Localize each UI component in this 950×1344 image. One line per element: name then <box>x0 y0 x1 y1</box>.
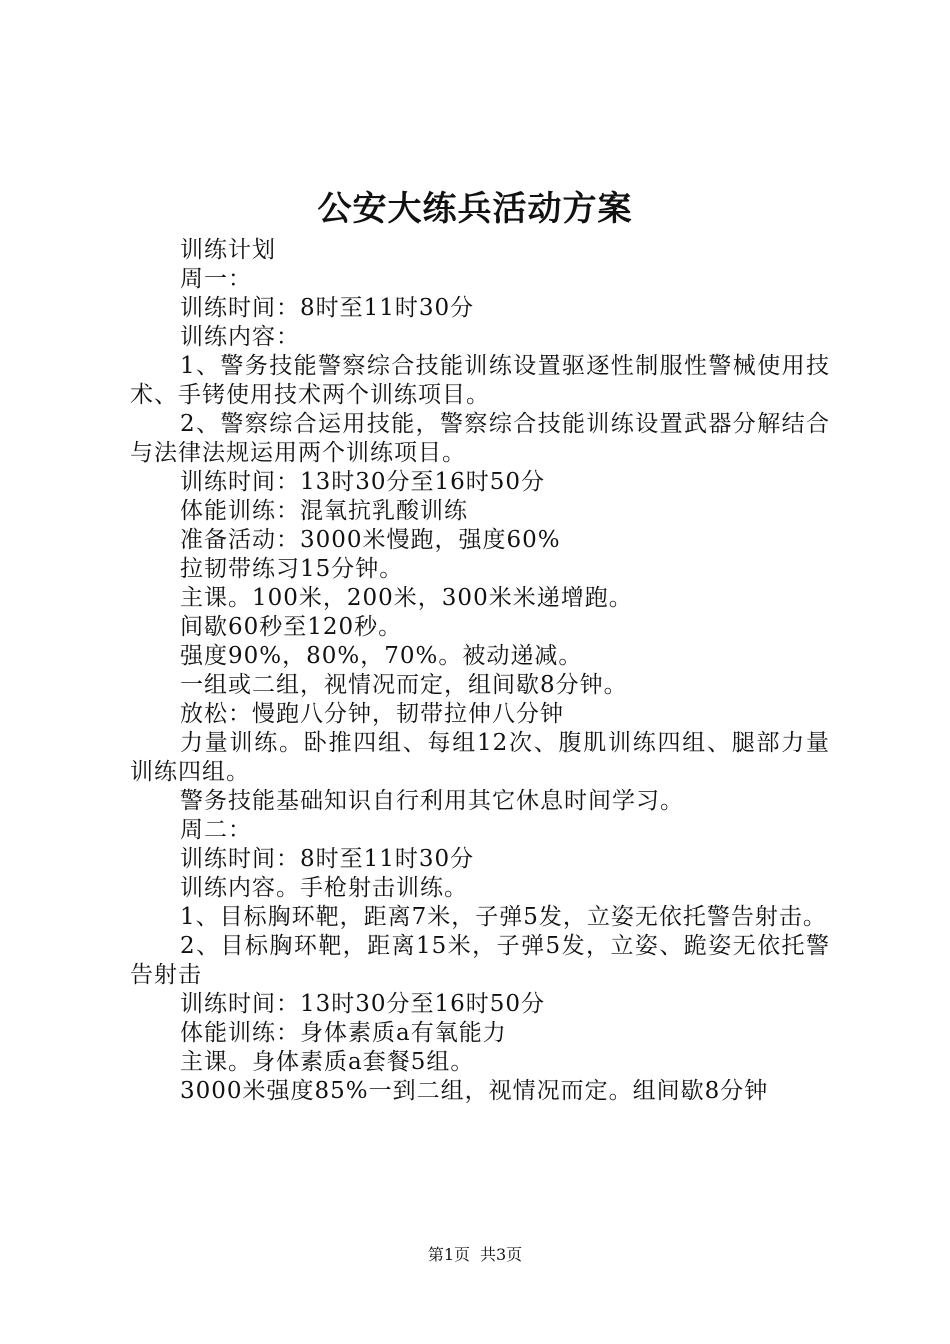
paragraph: 训练时间：8时至11时30分 <box>180 846 475 872</box>
document-title: 公安大练兵活动方案 <box>317 189 633 229</box>
paragraph: 体能训练：混氧抗乳酸训练 <box>180 498 468 524</box>
paragraph: 训练时间：8时至11时30分 <box>180 295 475 321</box>
paragraph: 周二： <box>180 817 252 843</box>
document-body <box>130 236 830 1106</box>
paragraph: 训练内容： <box>180 324 300 350</box>
paragraph: 训练计划 <box>180 237 276 263</box>
paragraph: 主课。100米，200米，300米米递增跑。 <box>180 585 633 611</box>
paragraph: 2、警察综合运用技能，警察综合技能训练设置武器分解结合与法律法规运用两个训练项目。 <box>130 411 830 466</box>
page-total: 共3页 <box>480 1245 523 1264</box>
paragraph: 拉韧带练习15分钟。 <box>180 556 404 582</box>
paragraph: 一组或二组，视情况而定，组间歇8分钟。 <box>180 672 628 698</box>
paragraph: 训练时间：13时30分至16时50分 <box>180 991 546 1017</box>
paragraph: 训练时间：13时30分至16时50分 <box>180 469 546 495</box>
paragraph: 1、警务技能警察综合技能训练设置驱逐性制服性警械使用技术、手铐使用技术两个训练项目。 <box>130 353 830 408</box>
paragraph: 放松：慢跑八分钟，韧带拉伸八分钟 <box>180 701 564 727</box>
page-footer <box>0 1243 950 1267</box>
paragraph: 强度90%，80%，70%。被动递减。 <box>180 643 583 669</box>
paragraph: 周一： <box>180 266 252 292</box>
paragraph: 准备活动：3000米慢跑，强度60% <box>180 527 561 553</box>
paragraph: 主课。身体素质a套餐5组。 <box>180 1049 475 1075</box>
paragraph: 2、目标胸环靶，距离15米，子弹5发，立姿、跪姿无依托警告射击 <box>130 933 830 988</box>
paragraph: 训练内容。手枪射击训练。 <box>180 875 468 901</box>
paragraph: 1、目标胸环靶，距离7米，子弹5发，立姿无依托警告射击。 <box>180 904 827 930</box>
paragraph: 警务技能基础知识自行利用其它休息时间学习。 <box>180 788 684 814</box>
paragraph: 间歇60秒至120秒。 <box>180 614 403 640</box>
page-number: 第1页 <box>427 1245 470 1264</box>
paragraph: 力量训练。卧推四组、每组12次、腹肌训练四组、腿部力量训练四组。 <box>130 730 830 785</box>
paragraph: 3000米强度85%一到二组，视情况而定。组间歇8分钟 <box>180 1078 769 1104</box>
paragraph: 体能训练：身体素质a有氧能力 <box>180 1020 507 1046</box>
